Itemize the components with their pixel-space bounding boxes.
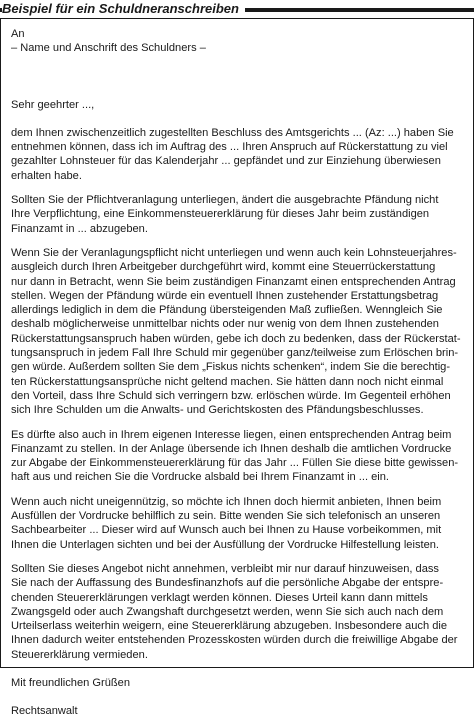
text-line: Sie nach der Auffassung des Bundesfinanzhofs auf die persönliche Abgabe der entspre- — [11, 577, 444, 590]
text-line: Ihre Verpflichtung, eine Einkommensteuererklärung für dieses Jahr beim zuständigen — [11, 208, 430, 221]
paragraph — [11, 495, 463, 552]
address-recipient: – Name und Anschrift des Schuldners – — [11, 42, 206, 55]
paragraph — [11, 428, 463, 485]
text-line: Finanzamt in ... abzugeben. — [11, 222, 148, 235]
text-line: Wenn auch nicht uneigennützig, so möchte ich Ihnen doch hiermit anbieten, Ihnen beim — [11, 495, 442, 508]
text-line: Sollten Sie dieses Angebot nicht annehmen, verbleibt mir nur darauf hinzuweisen, dass — [11, 562, 439, 575]
spacer — [11, 112, 463, 126]
text-line: chenden Steuererklärungen verklagt werden können. Dieses Urteil kann dann mittels — [11, 591, 428, 604]
spacer — [11, 552, 463, 562]
text-line: sich Ihre Schulden um die Anwalts- und Gerichtskosten des Pfändungsbeschlusses. — [11, 404, 424, 417]
spacer — [11, 236, 463, 246]
closing: Mit freundlichen Grüßen — [11, 676, 131, 689]
text-line: erhalten habe. — [11, 169, 82, 182]
paragraph-list — [11, 126, 463, 662]
text-line: Wenn Sie der Veranlagungspflicht nicht unterliegen und wenn auch kein Lohnsteuerjahres- — [11, 246, 457, 259]
text-line: allerdings lediglich in dem die Pfändung übersteigenden Maß zufließen. Wenngleich Sie — [11, 304, 443, 317]
spacer — [11, 690, 463, 704]
text-line: deshalb möglicherweise unmittelbar nichts oder nur wenig von dem Ihnen zustehenden — [11, 318, 439, 331]
text-line: zur Abgabe der Einkommensteuererklärung für das Jahr ... Füllen Sie diese bitte gewissen- — [11, 457, 459, 470]
text-line: tungsanspruch in jedem Fall Ihre Schuld mir gegenüber ganz/teilweise zum Erlöschen brin- — [11, 347, 459, 360]
spacer — [11, 183, 463, 193]
address-to: An — [11, 28, 25, 40]
text-line: Rückerstattungsanspruch haben würden, gebe ich doch zu bedenken, dass der Rückerstat- — [11, 332, 461, 345]
spacer — [11, 485, 463, 495]
signature: Rechtsanwalt — [11, 705, 78, 718]
letter-body — [11, 27, 463, 719]
page-title: Beispiel für ein Schuldneranschreiben — [2, 1, 245, 17]
text-line: Es dürfte also auch in Ihrem eigenen Interesse liegen, einen entsprechenden Antrag beim — [11, 428, 452, 441]
paragraph — [11, 193, 463, 236]
text-line: Sachbearbeiter ... Dieser wird auf Wunsch auch bei Ihnen zu Hause vorbeikommen, mit — [11, 524, 442, 537]
spacer — [11, 56, 463, 98]
text-line: Finanzamt zu stellen. In der Anlage übersende ich Ihnen deshalb die amtlichen Vordrucke — [11, 442, 452, 455]
text-line: Urteilserlass weiterhin weigern, eine Steuererklärung abzugeben. Insbesondere auch die — [11, 620, 447, 633]
text-line: Sollten Sie der Pflichtveranlagung unterliegen, ändert die ausgebrachte Pfändung nicht — [11, 194, 439, 207]
text-line: dem Ihnen zwischenzeitlich zugestellten Beschluss des Amtsgerichts ... (Az: ...) haben Sie — [11, 126, 454, 139]
text-line: ten Rückerstattungsansprüche nicht geltend machen. Sie hätten dann noch nicht einmal — [11, 375, 444, 388]
text-line: gezahlter Lohnsteuer für das Kalenderjahr ... gepfändet und zur Einziehung überwiesen — [11, 155, 441, 168]
text-line: Ausfüllen der Vordrucke behilflich zu sein. Bitte wenden Sie sich telefonisch an unseren — [11, 510, 441, 523]
text-line: nur dann in Betracht, wenn Sie beim zuständigen Finanzamt einen entsprechenden Antrag — [11, 275, 456, 288]
paragraph — [11, 126, 463, 183]
text-line: Steuererklärung vermieden. — [11, 648, 148, 661]
text-line: Zwangsgeld oder auch Zwangshaft durchgesetzt werden, wenn Sie sich auch nach dem — [11, 605, 444, 618]
paragraph — [11, 562, 463, 662]
text-line: Ihnen die Unterlagen sichten und bei der Ausfüllung der Vordrucke Hilfestellung leisten. — [11, 538, 439, 551]
text-line: ausgleich durch Ihren Arbeitgeber durchgeführt wird, kommt eine Steuerrückerstattung — [11, 261, 436, 274]
text-line: Ihnen dadurch weiter entstehenden Prozesskosten würden durch die freiwillige Abgabe der — [11, 634, 458, 647]
spacer — [11, 418, 463, 428]
salutation: Sehr geehrter ..., — [11, 98, 95, 111]
text-line: haft aus und reichen Sie die Vordrucke alsbald bei Ihrem Finanzamt in ... ein. — [11, 471, 390, 484]
text-line: stellen. Wegen der Pfändung würde ein eventuell Ihnen zustehender Erstattungsbetrag — [11, 289, 439, 302]
text-line: entnehmen können, dass ich im Auftrag des ... Ihren Anspruch auf Rückerstattung zu viel — [11, 141, 448, 154]
text-line: den Vorteil, dass Ihre Schuld sich verringern bzw. erlöschen würde. Im Gegenteil erhöhen — [11, 389, 451, 402]
text-line: gen würde. Außerdem sollten Sie dem „Fiskus nichts schenken“, indem Sie die berechtig- — [11, 361, 451, 374]
paragraph — [11, 246, 463, 418]
